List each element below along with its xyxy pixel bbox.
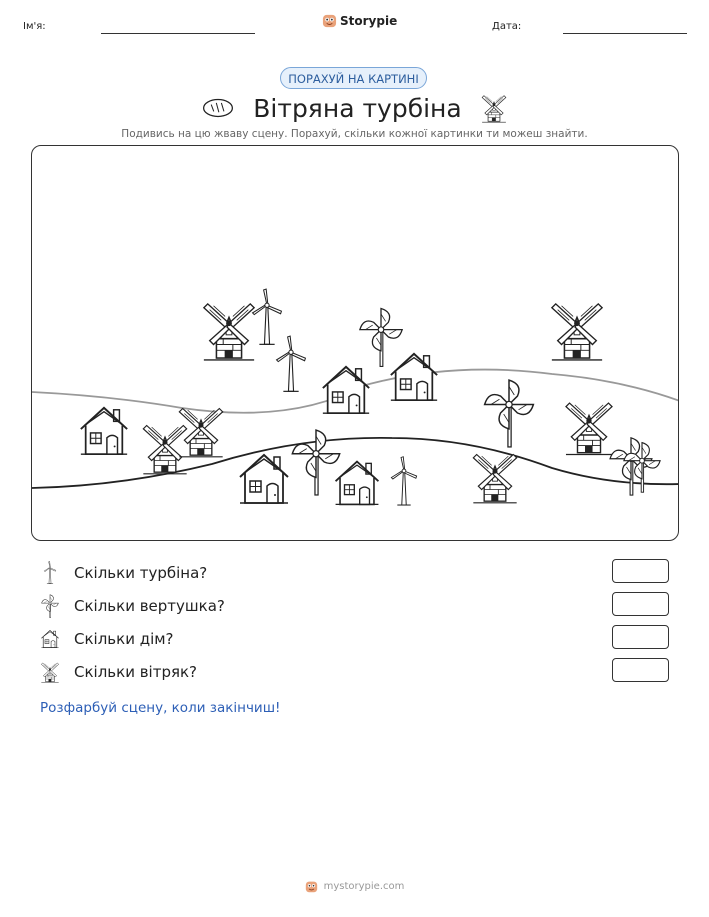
name-label: Ім'я: <box>23 21 46 32</box>
turbine-icon <box>391 457 416 505</box>
answer-box-pinwheel[interactable] <box>612 592 669 616</box>
storypie-logo-icon <box>305 880 318 893</box>
turbine-icon <box>40 561 60 585</box>
pinwheel-icon <box>485 380 534 447</box>
page-title: Вітряна турбіна <box>253 93 462 123</box>
name-line[interactable] <box>101 33 255 34</box>
windmill-icon <box>473 455 516 503</box>
house-icon <box>40 627 60 651</box>
turbine-icon <box>277 336 306 391</box>
windmill-icon <box>143 426 186 474</box>
footer-url[interactable]: mystorypie.com <box>323 881 405 892</box>
instructions: Подивись на цю жваву сцену. Порахуй, скільки кожної картинки ти можеш знайти. <box>121 128 588 140</box>
activity-badge: ПОРАХУЙ НА КАРТИНІ <box>280 67 427 89</box>
question-text: Скільки дім? <box>74 630 174 648</box>
house-icon <box>240 455 288 503</box>
bread-icon <box>201 97 235 119</box>
answer-box-windmill[interactable] <box>612 658 669 682</box>
pinwheel-icon <box>40 594 60 618</box>
count-scene <box>31 145 679 541</box>
brand-logo <box>322 13 397 28</box>
house-icon <box>391 354 437 400</box>
question-row-house <box>40 627 680 651</box>
windmill-icon <box>179 409 222 457</box>
date-label: Дата: <box>492 21 522 32</box>
answer-box-house[interactable] <box>612 625 669 649</box>
windmill-icon <box>204 304 254 360</box>
windmill-icon <box>552 304 602 360</box>
turbine-icon <box>253 289 282 344</box>
windmill-icon <box>480 92 508 124</box>
question-row-turbine <box>40 561 680 585</box>
house-icon <box>336 462 379 505</box>
page-title-row <box>0 92 709 124</box>
pinwheel-icon <box>360 308 402 366</box>
windmill-icon <box>40 660 60 684</box>
house-icon <box>81 408 127 454</box>
brand-name: Storypie <box>340 13 398 28</box>
question-text: Скільки вітряк? <box>74 663 198 681</box>
footer <box>0 880 709 893</box>
answer-box-turbine[interactable] <box>612 559 669 583</box>
house-icon <box>323 367 369 413</box>
question-text: Скільки вертушка? <box>74 597 225 615</box>
coloring-note: Розфарбуй сцену, коли закінчиш! <box>40 700 281 716</box>
windmill-icon <box>566 403 612 454</box>
question-text: Скільки турбіна? <box>74 564 208 582</box>
date-line[interactable] <box>563 33 687 34</box>
question-row-windmill <box>40 660 680 684</box>
storypie-logo-icon <box>322 13 337 28</box>
question-row-pinwheel <box>40 594 680 618</box>
scene-canvas <box>32 146 679 541</box>
